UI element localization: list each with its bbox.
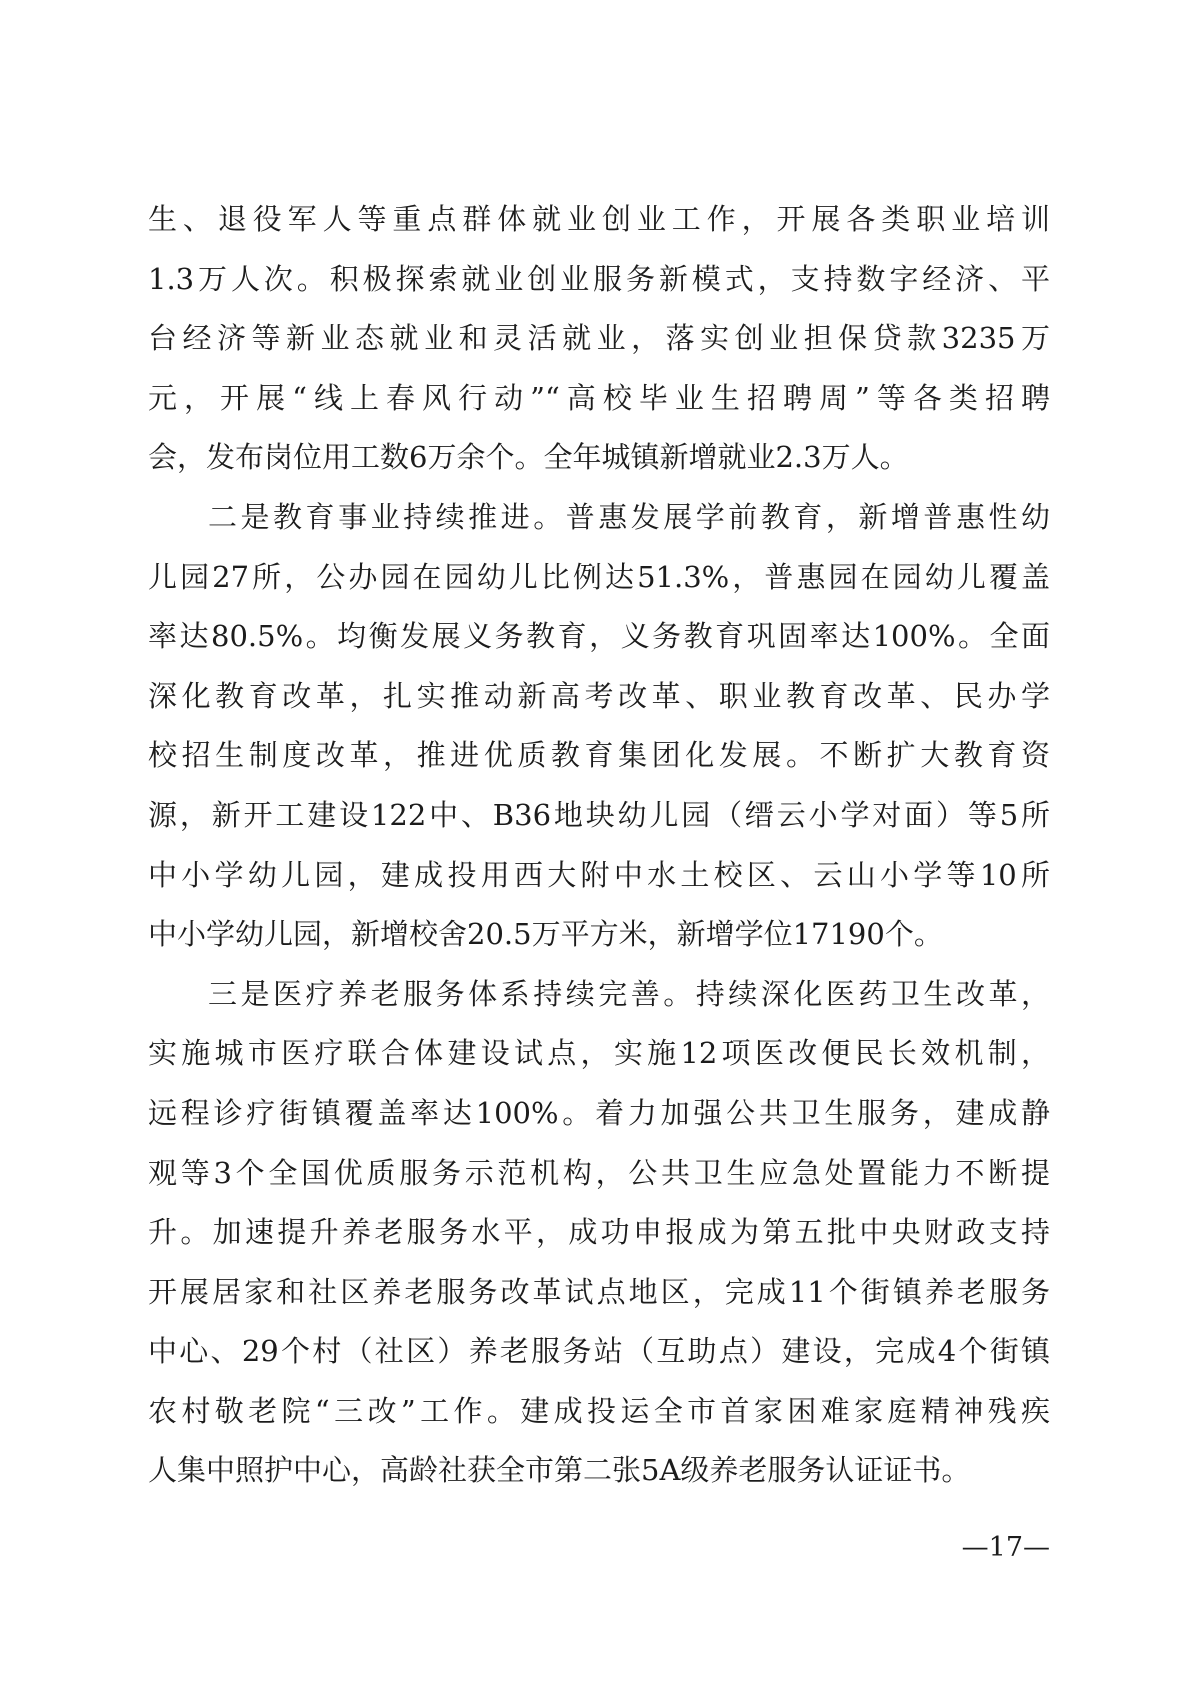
paragraph-3-line-5: 升。加速提升养老服务水平，成功申报成为第五批中央财政支持 xyxy=(148,1215,1050,1250)
paragraph-1-line-3: 台经济等新业态就业和灵活就业，落实创业担保贷款3235万 xyxy=(148,321,1050,356)
paragraph-2-line-5: 校招生制度改革，推进优质教育集团化发展。不断扩大教育资 xyxy=(148,738,1050,773)
paragraph-3-line-8: 农村敬老院“三改”工作。建成投运全市首家困难家庭精神残疾 xyxy=(148,1393,1050,1428)
paragraph-2-line-2: 儿园27所，公办园在园幼儿比例达51.3%，普惠园在园幼儿覆盖 xyxy=(148,559,1050,594)
paragraph-2-line-4: 深化教育改革，扎实推动新高考改革、职业教育改革、民办学 xyxy=(148,678,1050,713)
paragraph-1-line-4: 元，开展“线上春风行动”“高校毕业生招聘周”等各类招聘 xyxy=(148,380,1050,415)
body-text xyxy=(148,190,1050,1501)
paragraph-2-line-8: 中小学幼儿园，新增校舍20.5万平方米，新增学位17190个。 xyxy=(148,917,943,952)
paragraph-1-line-2: 1.3万人次。积极探索就业创业服务新模式，支持数字经济、平 xyxy=(148,261,1050,296)
paragraph-2-line-1: 二是教育事业持续推进。普惠发展学前教育，新增普惠性幼 xyxy=(208,499,1050,534)
paragraph-2-line-6: 源，新开工建设122中、B36地块幼儿园（缙云小学对面）等5所 xyxy=(148,797,1050,832)
paragraph-3-line-1: 三是医疗养老服务体系持续完善。持续深化医药卫生改革， xyxy=(208,976,1050,1011)
paragraph-3-line-4: 观等3个全国优质服务示范机构，公共卫生应急处置能力不断提 xyxy=(148,1155,1050,1190)
paragraph-2-line-3: 率达80.5%。均衡发展义务教育，义务教育巩固率达100%。全面 xyxy=(148,619,1050,654)
paragraph-1-line-1: 生、退役军人等重点群体就业创业工作，开展各类职业培训 xyxy=(148,202,1050,236)
paragraph-3-line-6: 开展居家和社区养老服务改革试点地区，完成11个街镇养老服务 xyxy=(148,1274,1050,1309)
paragraph-1-line-5: 会，发布岗位用工数6万余个。全年城镇新增就业2.3万人。 xyxy=(148,440,909,475)
paragraph-3-line-2: 实施城市医疗联合体建设试点，实施12项医改便民长效机制， xyxy=(148,1036,1050,1071)
paragraph-3-line-7: 中心、29个村（社区）养老服务站（互助点）建设，完成4个街镇 xyxy=(148,1334,1050,1369)
paragraph-3-line-3: 远程诊疗街镇覆盖率达100%。着力加强公共卫生服务，建成静 xyxy=(148,1095,1050,1130)
page-number: —17— xyxy=(961,1532,1050,1563)
paragraph-3-line-9: 人集中照护中心，高龄社获全市第二张5A级养老服务认证证书。 xyxy=(148,1453,971,1488)
paragraph-2-line-7: 中小学幼儿园，建成投用西大附中水土校区、云山小学等10所 xyxy=(148,857,1050,892)
